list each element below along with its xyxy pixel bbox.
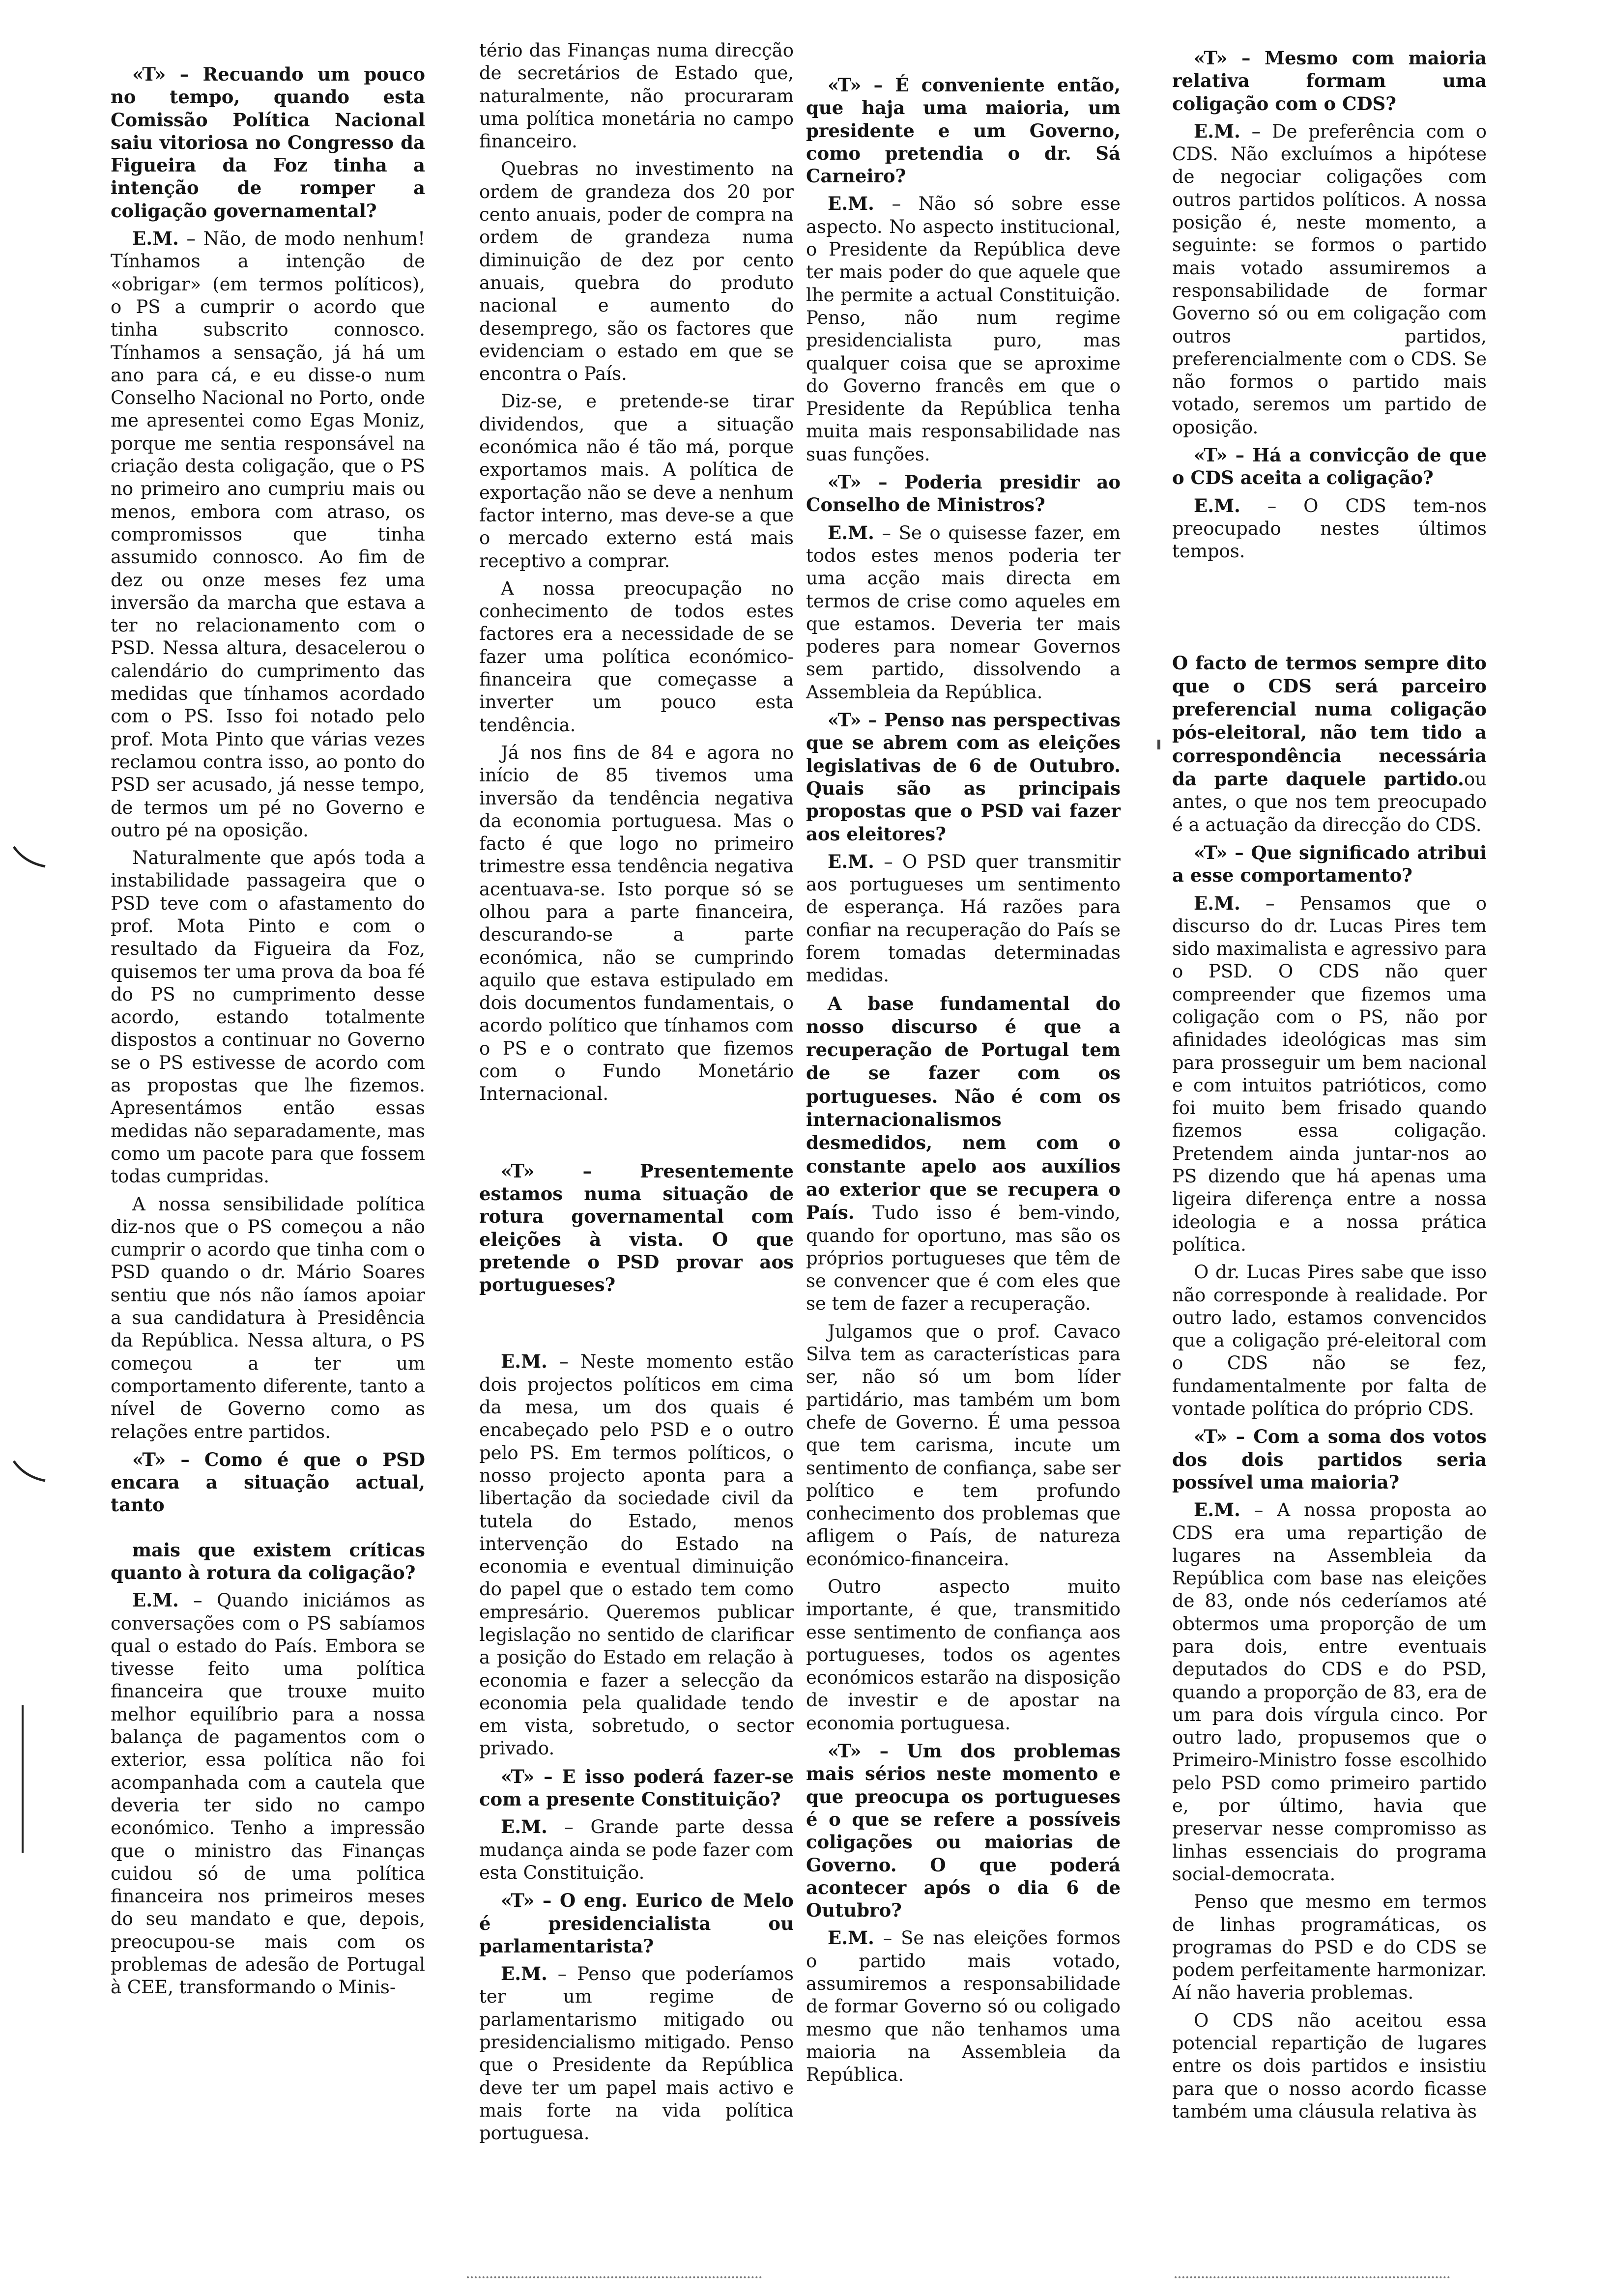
question: «T» – Presentemente estamos numa situação de rotura governamental com eleições à vista. O que pretende o PSD provar aos portugueses? (479, 1160, 794, 1296)
question: «T» – Mesmo com maioria relativa formam uma coligação com o CDS? (1172, 47, 1487, 115)
paragraph: Diz-se, e pretende-se tirar dividendos, que a situação económica não é tão má, porque exportamos mais. A política de exportação não se deve a nenhum factor interno, mas deve-se a que o mercado externo está mais receptivo a comprar. (479, 391, 794, 572)
paragraph: Julgamos que o prof. Cavaco Silva tem as características para ser, não só um bom líder partidário, mas também um bom chefe de Governo. É uma pessoa que tem carisma, incute um sentimento de confiança, sabe ser político e tem profundo conhecimento dos problemas que afligem o País, de natureza económico-financeira. (806, 1320, 1121, 1570)
answer-text: – A nossa proposta ao CDS era uma repartição de lugares na Assembleia da República com base nas eleições de 83, onde nós cederíamos até obtermos uma proporção de um para dois, entre eventuais deputados do CDS e do PSD, quando a proporção de 83, era de um para dois vírgula cinco. Por outro lado, propusemos que o Primeiro-Ministro fosse escolhido pelo PSD como primeiro partido e, por último, havia que preservar nesse compromisso as linhas essenciais do programa social-democrata. (1172, 1499, 1487, 1885)
answer-text: – Se o quisesse fazer, em todos estes menos poderia ter uma acção mais directa em termos de crise como aqueles em que estamos. Deveria ter mais poderes para nomear Governos sem partido, dissolvendo a Assembleia da República. (806, 522, 1121, 703)
answer-text: – Não só sobre esse aspecto. No aspecto institucional, o Presidente da República deve ter mais poder do que aquele que lhe permite a actual Constituição. Penso, não num regime presidencialista puro, mas qualquer coisa que se aproxime do Governo francês em que o Presidente da República tenha muita mais responsabilidade nas suas funções. (806, 193, 1121, 465)
column-2 (479, 39, 794, 2145)
question: «T» – Recuando um pouco no tempo, quando esta Comissão Política Nacional saiu vitoriosa no Congresso da Figueira da Foz tinha a intenção de romper a coligação governamental? (111, 63, 425, 222)
answer-text: – Neste momento estão dois projectos políticos em cima da mesa, um dos quais é encabeçado pelo PSD e o outro pelo PS. Em termos políticos, o nosso projecto aponta para a libertação da sociedade civil da tutela do Estado, menos intervenção do Estado na economia e eventual diminuição do papel que o estado tem como empresário. Queremos publicar legislação no sentido de clarificar a posição do Estado em relação à economia e fazer a selecção da economia pela qualidade tendo em vista, sobretudo, o sector privado. (479, 1351, 794, 1759)
paragraph-emphasis: O facto de termos sempre dito que o CDS será parceiro preferencial numa coligação pós-eleitoral, não tem tido a correspondência necessária da parte daquele partido.ou antes, o que nos tem preocupado é a actuação da direcção do CDS. (1172, 652, 1487, 835)
paragraph: A nossa sensibilidade política diz-nos que o PS começou a não cumprir o acordo que tinha com o PSD quando o dr. Mário Soares sentiu que nós não íamos apoiar a sua candidatura à Presidência da República. Nessa altura, o PS começou a ter um comportamento diferente, tanto a nível de Governo como as relações entre partidos. (111, 1193, 425, 1442)
paragraph: Quebras no investimento na ordem de grandeza dos 20 por cento anuais, poder de compra na ordem de grandeza numa diminuição de dez por cento anuais, quebra do produto nacional e aumento do desemprego, são os factores que evidenciam o estado em que se encontra o País. (479, 158, 794, 385)
answer-text: – O PSD quer transmitir aos portugueses um sentimento de esperança. Há razões para confiar na recuperação do País se forem tomadas determinadas medidas. (806, 851, 1121, 986)
answer-text: – Grande parte dessa mudança ainda se pode fazer com esta Constituição. (479, 1816, 794, 1883)
answer (479, 1962, 794, 2145)
question: «T» – Como é que o PSD encara a situação actual, tanto (111, 1448, 425, 1516)
speaker-label: E.M. (1194, 892, 1240, 914)
answer-text: – Penso que poderíamos ter um regime de parlamentarismo mitigado ou presidencialismo mitigado. Penso que o Presidente da República deve ter um papel mais activo e mais forte na vida política portuguesa. (479, 1963, 794, 2144)
answer (1172, 494, 1487, 563)
question: «T» – Penso nas perspectivas que se abrem com as eleições legislativas de 6 de Outubro. Quais são as principais propostas que o PSD vai fazer aos eleitores? (806, 709, 1121, 845)
question: «T» – Que significado atribui a esse comportamento? (1172, 841, 1487, 887)
answer (479, 1350, 794, 1760)
answer (1172, 892, 1487, 1257)
speaker-label: E.M. (828, 521, 874, 544)
margin-rule (22, 1705, 24, 1853)
column-1 (111, 63, 425, 1999)
column-4 (1172, 47, 1487, 2123)
answer (479, 1815, 794, 1884)
answer-text: – Se nas eleições formos o partido mais votado, assumiremos a responsabilidade de formar Governo só ou coligado mesmo que não tenhamos uma maioria na Assembleia da República. (806, 1927, 1121, 2086)
speaker-label: E.M. (1194, 1499, 1240, 1521)
emphasis-text: O facto de termos sempre dito que o CDS será parceiro preferencial numa coligação pós-eleitoral, não tem tido a correspondência necessária da parte daquele partido. (1172, 652, 1487, 790)
speaker-label: E.M. (501, 1816, 547, 1838)
answer (111, 1589, 425, 1999)
margin-bracket-mark (10, 1457, 49, 1487)
paragraph-emphasis: A base fundamental do nosso discurso é que a recuperação de Portugal tem de se fazer com os portugueses. Não é com os internacionalismos desmedidos, nem com o constante apelo aos auxílios ao exterior que se recupera o País. Tudo isso é bem-vindo, quando for oportuno, mas são os próprios portugueses que têm de se convencer que é com eles que se tem de fazer a recuperação. (806, 992, 1121, 1315)
emphasis-text: A base fundamental do nosso discurso é que a recuperação de Portugal tem de se fazer com os portugueses. Não é com os internacionalismos desmedidos, nem com o constante apelo aos auxílios ao exterior que se recupera o País. (806, 992, 1121, 1224)
answer (806, 1926, 1121, 2086)
answer-text: – Não, de modo nenhum! Tínhamos a intenção de «obrigar» (em termos políticos), o PS a cumprir o acordo que tinha subscrito connosco. Tínhamos a sensação, já há um ano para cá, e eu disse-o num Conselho Nacional no Porto, onde me apresentei como Egas Moniz, porque me sentia responsável na criação desta coligação, que o PS no primeiro ano cumpriu mais ou menos, embora com atraso, os compromissos que tinha assumido connosco. Ao fim de dez ou onze meses fez uma inversão da marcha que estava a ter no relacionamento com o PSD. Nessa altura, desacelerou o calendário do cumprimento das medidas que tínhamos acordado com o PS. Isso foi notado pelo prof. Mota Pinto que várias vezes reclamou contra isso, ao ponto do PSD ser acusado, já nesse tempo, de termos um pé no Governo e outro pé na oposição. (111, 228, 425, 841)
speaker-label: E.M. (501, 1963, 547, 1985)
question: «T» – Um dos problemas mais sérios neste momento e que preocupa os portugueses é o que se refere a possíveis coligações ou maiorias de Governo. O que poderá acontecer após o dia 6 de Outubro? (806, 1740, 1121, 1922)
speaker-label: E.M. (132, 228, 179, 250)
question: «T» – Há a convicção de que o CDS aceita a coligação? (1172, 444, 1487, 489)
answer-text: – De preferência com o CDS. Não excluímos a hipótese de negociar coligações com outros partidos políticos. A nossa posição é, neste momento, a seguinte: se formos o partido mais votado assumiremos a responsabilidade de formar Governo só ou em coligação com outros partidos, preferencialmente com o CDS. Se não formos o partido mais votado, seremos um partido de oposição. (1172, 120, 1487, 438)
question: «T» – O eng. Eurico de Melo é presidencialista ou parlamentarista? (479, 1890, 794, 1957)
speaker-label: E.M. (828, 193, 874, 215)
paragraph: Já nos fins de 84 e agora no início de 85 tivemos uma inversão da tendência negativa da economia portuguesa. Mas o facto é que logo no primeiro trimestre essa tendência negativa acentuava-se. Isto porque só se olhou para a parte financeira, descurando-se a parte económica, não se cumprindo aquilo que estava estipulado em dois documentos fundamentais, o acordo político que tínhamos com o PS e o contrato que fizemos com o Fundo Monetário Internacional. (479, 742, 794, 1105)
paragraph: Outro aspecto muito importante, é que, transmitido esse sentimento de confiança aos portugueses, todos os agentes económicos estarão na disposição de investir e de apostar na economia portuguesa. (806, 1576, 1121, 1734)
paragraph: A nossa preocupação no conhecimento de todos estes factores era a necessidade de se fazer uma política económico-financeira que começasse a inverter um pouco esta tendência. (479, 577, 794, 736)
fold-mark (1157, 740, 1160, 749)
scan-noise (467, 2276, 762, 2281)
paragraph: tério das Finanças numa direcção de secretários de Estado que, naturalmente, não procuraram uma política monetária no campo financeiro. (479, 40, 794, 152)
answer (806, 521, 1121, 704)
question: «T» – Poderia presidir ao Conselho de Ministros? (806, 471, 1121, 516)
paragraph: O dr. Lucas Pires sabe que isso não corresponde à realidade. Por outro lado, estamos convencidos que a coligação pré-eleitoral com o CDS não se fez, fundamentalmente por falta de vontade política do próprio CDS. (1172, 1262, 1487, 1420)
speaker-label: E.M. (828, 1927, 874, 1949)
answer (1172, 120, 1487, 439)
question: «T» – E isso poderá fazer-se com a presente Constituição? (479, 1765, 794, 1810)
speaker-label: E.M. (1194, 120, 1240, 142)
answer-text: – O CDS tem-nos preocupado nestes últimos tempos. (1172, 495, 1487, 562)
question-continued: mais que existem críticas quanto à rotura da coligação? (111, 1539, 425, 1583)
speaker-label: E.M. (501, 1350, 547, 1373)
answer-text: – Pensamos que o discurso do dr. Lucas Pires tem sido maximalista e agressivo para o PSD. O CDS não quer compreender que fizemos uma coligação com o PS, não por afinidades ideológicas mas sim para prosseguir um bem nacional e com intuitos patrióticos, como foi muito bem frisado quando fizemos essa coligação. Pretendem ainda juntar-nos ao PS dizendo que há apenas uma ligeira diferença entre a nossa ideologia e a nossa prática política. (1172, 892, 1487, 1255)
answer-text: – Quando iniciámos as conversações com o PS sabíamos qual o estado do País. Embora se tivesse feito uma política financeira que trouxe muito melhor equilíbrio para a nossa balança de pagamentos com o exterior, essa política não foi acompanhada com a cautela que deveria ter sido no campo económico. Tenho a impressão que o ministro das Finanças cuidou só de uma política financeira nos primeiros meses do seu mandato e que, depois, preocupou-se mais com os problemas de adesão de Portugal à CEE, transformando o Minis- (111, 1590, 425, 1998)
margin-bracket-mark (10, 843, 49, 872)
speaker-label: E.M. (828, 850, 874, 872)
speaker-label: E.M. (1194, 494, 1240, 517)
question: «T» – Com a soma dos votos dos dois partidos seria possível uma maioria? (1172, 1426, 1487, 1493)
question: «T» – É conveniente então, que haja uma maioria, um presidente e um Governo, como pretendia o dr. Sá Carneiro? (806, 74, 1121, 187)
scan-noise (1175, 2276, 1450, 2281)
paragraph: O CDS não aceitou essa potencial repartição de lugares entre os dois partidos e insistiu para que o nosso acordo ficasse também uma cláusula relativa às (1172, 2009, 1487, 2122)
answer (111, 227, 425, 842)
speaker-label: E.M. (132, 1589, 179, 1611)
answer (1172, 1498, 1487, 1886)
paragraph: Penso que mesmo em termos de linhas programáticas, os programas do PSD e do CDS se podem perfeitamente harmonizar. Aí não haveria problemas. (1172, 1891, 1487, 2004)
paragraph: Naturalmente que após toda a instabilidade passageira que o PSD teve com o afastamento do prof. Mota Pinto e com o resultado da Figueira da Foz, quisemos ter uma prova da boa fé do PS no cumprimento desse acordo, estando totalmente dispostos a continuar no Governo se o PS estivesse de acordo com as propostas que lhe fizemos. Apresentámos então essas medidas não separadamente, mas como um pacote para que fossem todas cumpridas. (111, 847, 425, 1187)
answer (806, 850, 1121, 987)
answer (806, 192, 1121, 466)
column-3 (806, 74, 1121, 2087)
